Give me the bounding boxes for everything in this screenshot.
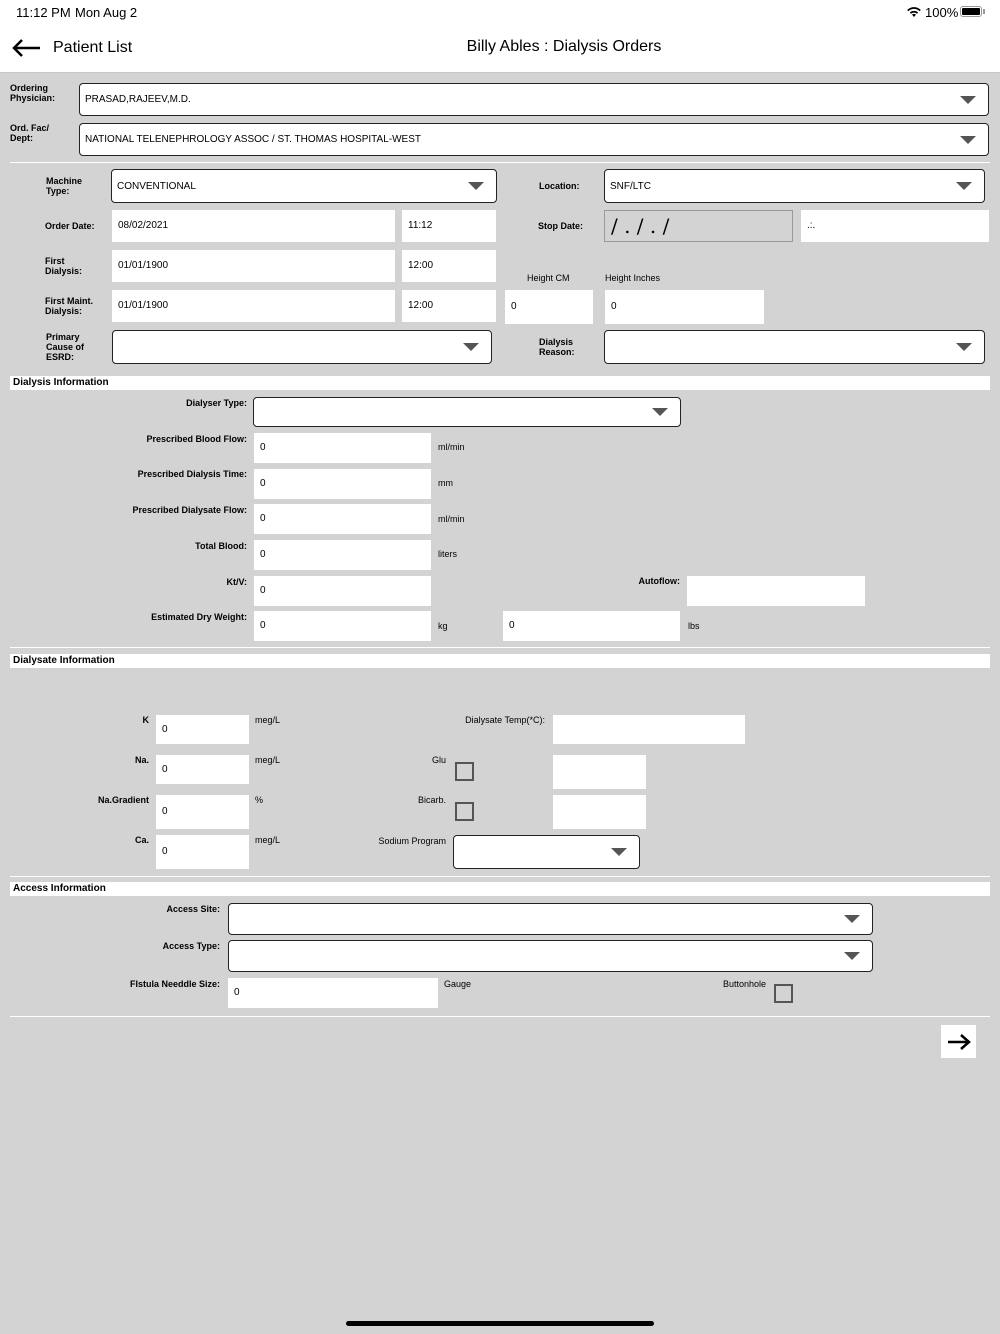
k-unit: meg/L <box>255 715 281 725</box>
machine-type-label: Machine Type: <box>46 176 83 196</box>
battery-icon <box>960 6 982 17</box>
chevron-down-icon <box>468 182 484 190</box>
location-value: SNF/LTC <box>610 180 651 192</box>
access-site-select[interactable] <box>228 903 873 935</box>
arrow-right-icon <box>946 1033 972 1051</box>
divider <box>10 162 990 163</box>
na-gradient-input[interactable]: 0 <box>156 795 249 829</box>
blood-flow-label: Prescribed Blood Flow: <box>146 434 247 444</box>
chevron-down-icon <box>844 952 860 960</box>
ca-input[interactable]: 0 <box>156 835 249 869</box>
access-type-label: Access Type: <box>162 941 220 951</box>
ordering-physician-value: PRASAD,RAJEEV,M.D. <box>85 94 191 105</box>
bicarb-input[interactable] <box>553 795 646 829</box>
machine-type-value: CONVENTIONAL <box>117 180 196 192</box>
primary-cause-select[interactable] <box>112 330 492 364</box>
order-time-input[interactable]: 11:12 <box>402 210 496 242</box>
order-date-label: Order Date: <box>45 221 95 231</box>
dialysis-time-label: Prescribed Dialysis Time: <box>137 469 247 479</box>
nav-bar <box>0 24 1000 73</box>
glu-checkbox[interactable] <box>455 762 474 781</box>
chevron-down-icon <box>960 96 976 104</box>
location-label: Location: <box>539 181 580 191</box>
order-date-input[interactable]: 08/02/2021 <box>112 210 395 242</box>
glu-input[interactable] <box>553 755 646 789</box>
na-gradient-label: Na.Gradient <box>97 795 149 805</box>
total-blood-unit: liters <box>438 549 458 559</box>
dialysis-time-input[interactable]: 0 <box>254 469 431 499</box>
access-information-header: Access Information <box>10 882 990 896</box>
dialysate-flow-input[interactable]: 0 <box>254 504 431 534</box>
dry-weight-lbs-input[interactable]: 0 <box>503 611 680 641</box>
back-label: Patient List <box>53 39 133 56</box>
dialysate-temp-input[interactable] <box>553 715 745 744</box>
dry-weight-kg-unit: kg <box>438 621 448 631</box>
total-blood-label: Total Blood: <box>195 541 247 551</box>
dialysis-reason-label: Dialysis Reason: <box>539 337 575 357</box>
na-label: Na. <box>134 755 149 765</box>
home-indicator <box>346 1321 654 1326</box>
first-dialysis-label: First Dialysis: <box>45 256 83 276</box>
chevron-down-icon <box>652 408 668 416</box>
first-maint-label: First Maint. Dialysis: <box>45 296 94 316</box>
dialyser-type-label: Dialyser Type: <box>186 398 247 408</box>
page-title: Billy Ables : Dialysis Orders <box>466 38 662 55</box>
k-input[interactable]: 0 <box>156 715 249 744</box>
first-dialysis-time-input[interactable]: 12:00 <box>402 250 496 282</box>
status-bar <box>0 0 1000 24</box>
ord-fac-select[interactable] <box>79 123 989 156</box>
total-blood-input[interactable]: 0 <box>254 540 431 570</box>
needle-size-unit: Gauge <box>444 979 472 989</box>
divider <box>10 647 990 648</box>
arrow-left-icon <box>10 38 42 58</box>
dry-weight-lbs-unit: lbs <box>688 621 700 631</box>
chevron-down-icon <box>611 848 627 856</box>
needle-size-label: FIstula Needdle Size: <box>129 979 220 989</box>
primary-cause-label: Primary Cause of ESRD: <box>46 332 85 362</box>
wifi-icon <box>906 6 922 18</box>
battery-percent: 100% <box>925 5 959 20</box>
back-button[interactable] <box>10 34 150 62</box>
chevron-down-icon <box>956 182 972 190</box>
chevron-down-icon <box>463 343 479 351</box>
machine-type-select[interactable] <box>111 169 497 203</box>
ktv-input[interactable]: 0 <box>254 576 431 606</box>
height-inches-input[interactable]: 0 <box>605 290 764 324</box>
divider <box>10 1016 990 1017</box>
status-date: Mon Aug 2 <box>75 5 138 20</box>
ordering-physician-label: Ordering Physician: <box>10 83 56 103</box>
na-gradient-unit: % <box>255 795 264 805</box>
ca-label: Ca. <box>134 835 149 845</box>
buttonhole-checkbox[interactable] <box>774 984 793 1003</box>
next-button[interactable] <box>941 1025 976 1058</box>
na-unit: meg/L <box>255 755 281 765</box>
stop-time-input[interactable]: .:. <box>801 210 989 242</box>
blood-flow-input[interactable]: 0 <box>254 433 431 463</box>
access-site-label: Access Site: <box>166 904 220 914</box>
autoflow-input[interactable] <box>687 576 865 606</box>
height-cm-input[interactable]: 0 <box>505 290 593 324</box>
battery-tip <box>983 9 985 14</box>
chevron-down-icon <box>960 136 976 144</box>
stop-date-input[interactable]: / . / . / <box>604 210 793 242</box>
bicarb-label: Bicarb. <box>417 795 446 805</box>
needle-size-input[interactable]: 0 <box>228 978 438 1008</box>
dialysis-reason-select[interactable] <box>604 330 985 364</box>
glu-label: Glu <box>431 755 446 765</box>
dialysate-flow-unit: ml/min <box>438 514 465 524</box>
ktv-label: Kt/V: <box>226 577 247 587</box>
sodium-program-select[interactable] <box>453 835 640 869</box>
access-type-select[interactable] <box>228 940 873 972</box>
dialysate-temp-label: Dialysate Temp(*C): <box>465 715 545 725</box>
location-select[interactable] <box>604 169 985 203</box>
ca-unit: meg/L <box>255 835 281 845</box>
ord-fac-label: Ord. Fac/ Dept: <box>10 123 50 143</box>
divider <box>10 876 990 877</box>
ord-fac-value: NATIONAL TELENEPHROLOGY ASSOC / ST. THOMAS HOSPITAL-WEST <box>85 134 422 145</box>
dialysate-flow-label: Prescribed Dialysate Flow: <box>132 505 247 515</box>
autoflow-label: Autoflow: <box>638 576 680 586</box>
first-maint-date-input[interactable]: 01/01/1900 <box>112 290 395 322</box>
ordering-physician-select[interactable] <box>79 83 989 116</box>
na-input[interactable]: 0 <box>156 755 249 784</box>
chevron-down-icon <box>844 915 860 923</box>
dialysate-information-header: Dialysate Information <box>10 654 990 668</box>
dialyser-type-select[interactable] <box>253 397 681 427</box>
k-label: K <box>142 715 149 725</box>
dialysis-information-header: Dialysis Information <box>10 376 990 390</box>
dry-weight-label: Estimated Dry Weight: <box>151 612 247 622</box>
status-time: 11:12 PM <box>16 5 71 20</box>
buttonhole-label: Buttonhole <box>722 979 766 989</box>
first-maint-time-input[interactable]: 12:00 <box>402 290 496 322</box>
blood-flow-unit: ml/min <box>438 442 465 452</box>
dry-weight-kg-input[interactable]: 0 <box>254 611 431 641</box>
height-cm-label: Height CM <box>527 273 570 283</box>
height-inches-label: Height Inches <box>605 273 661 283</box>
chevron-down-icon <box>956 343 972 351</box>
sodium-program-label: Sodium Program <box>378 836 446 846</box>
bicarb-checkbox[interactable] <box>455 802 474 821</box>
stop-date-label: Stop Date: <box>538 221 583 231</box>
first-dialysis-date-input[interactable]: 01/01/1900 <box>112 250 395 282</box>
dialysis-time-unit: mm <box>438 478 453 488</box>
